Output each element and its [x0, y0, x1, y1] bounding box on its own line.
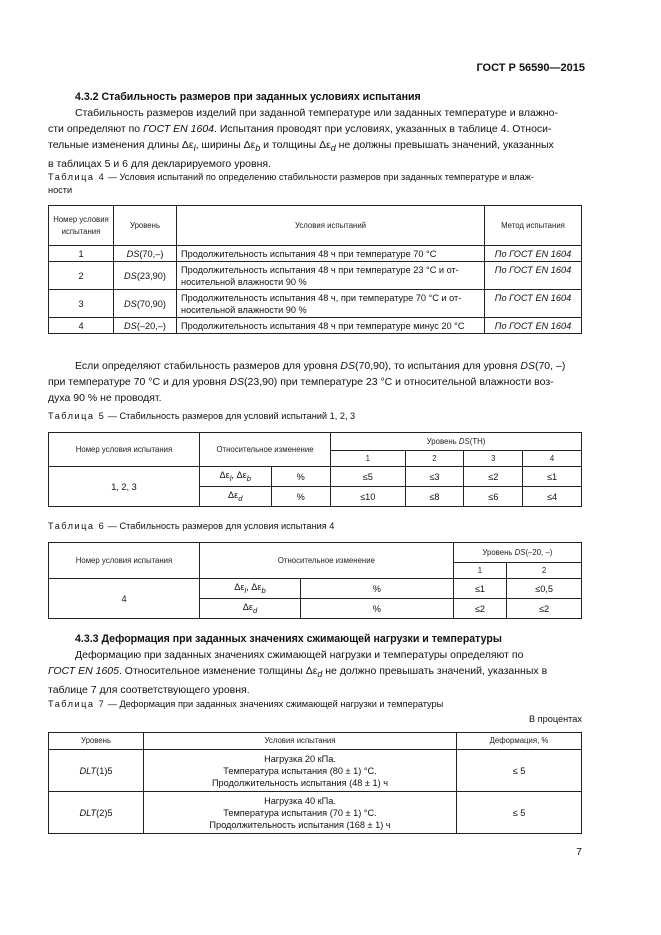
paragraph-line: таблице 7 для соответствующего уровня.	[48, 684, 250, 697]
table6-header: Относительное изменение	[200, 543, 454, 579]
table6: Номер условия испытания Относительное изменение Уровень DS(–20, –) 1 2 4 $\Delta\varepsilon_l$, $\Delta\varepsilon_b$ % ≤1 ≤0,5 $\Delta\varepsilon_d$ % ≤2 ≤2	[48, 542, 582, 619]
paragraph-line: Деформацию при заданных значениях сжимающей нагрузки и температуры определяют по	[75, 649, 524, 661]
table-row: DLT(1)5 Нагрузка 20 кПа. Температура испытания (80 ± 1) °С. Продолжительность испытания (48 ± 1) ч ≤ 5	[49, 750, 582, 792]
table4-header: Метод испытания	[485, 206, 582, 246]
table-row: 1, 2, 3 $\Delta\varepsilon_l$, $\Delta\varepsilon_b$ % ≤5 ≤3 ≤2 ≤1	[49, 467, 582, 487]
table-row: 4 $\Delta\varepsilon_l$, $\Delta\varepsilon_b$ % ≤1 ≤0,5	[49, 579, 582, 599]
table-row: 2 DS(23,90) Продолжительность испытания 48 ч при температуре 23 °С и от- носительной влажности 90 % По ГОСТ EN 1604	[49, 262, 582, 290]
standard-ref: ГОСТ EN 1605	[48, 665, 119, 677]
paragraph-ds-note	[48, 358, 583, 406]
table6-header: Номер условия испытания	[49, 543, 200, 579]
table5: Номер условия испытания Относительное изменение Уровень DS(TH) 1 2 3 4 1, 2, 3 $\Delta\varepsilon_l$, $\Delta\varepsilon_b$ % ≤5 ≤3 ≤2 ≤1 $\Delta\varepsilon_d$ % ≤10 ≤8 ≤6 ≤4	[48, 432, 582, 507]
table7-header: Деформация, %	[457, 733, 582, 750]
document-header: ГОСТ Р 56590—2015	[476, 62, 585, 74]
section-4-3-3-paragraph	[48, 647, 583, 698]
section-4-3-2-title: 4.3.2 Стабильность размеров при заданных условиях испытания	[75, 91, 421, 103]
table5-header: Относительное изменение	[200, 433, 331, 467]
standard-ref: ГОСТ EN 1604	[143, 123, 215, 135]
table-row: $\Delta\varepsilon_d$ % ≤10 ≤8 ≤6 ≤4	[49, 487, 582, 507]
paragraph-line: в таблицах 5 и 6 для декларируемого уровня.	[48, 158, 271, 171]
table5-header: Номер условия испытания	[49, 433, 200, 467]
table4	[48, 205, 582, 334]
paragraph-line: Стабильность размеров изделий при заданной температуре или заданных температуре и влажно-	[75, 107, 558, 119]
table-row: $\Delta\varepsilon_d$ % ≤2 ≤2	[49, 599, 582, 619]
section-4-3-3-title: 4.3.3 Деформация при заданных значениях сжимающей нагрузки и температуры	[75, 633, 502, 645]
section-4-3-2-paragraph	[48, 105, 583, 172]
table-row: DLT(2)5 Нагрузка 40 кПа. Температура испытания (70 ± 1) °С. Продолжительность испытания (168 ± 1) ч ≤ 5	[49, 792, 582, 834]
table5-caption: Таблица 5 — Стабильность размеров для условий испытаний 1, 2, 3	[48, 411, 356, 421]
table-row: 3 DS(70,90) Продолжительность испытания 48 ч, при температуре 70 °С и от- носительной влажности 90 % По ГОСТ EN 1604	[49, 290, 582, 318]
page-number: 7	[576, 846, 582, 858]
table7-header: Условия испытания	[144, 733, 457, 750]
table4-header: Условия испытаний	[177, 206, 485, 246]
table7	[48, 732, 582, 834]
paragraph-line: сти определяют по ГОСТ EN 1604. Испытания проводят при условиях, указанных в таблице 4. Относи-	[48, 123, 552, 135]
paragraph-line: духа 90 % не проводят.	[48, 392, 162, 404]
paragraph-line: тельные изменения длины $\Delta\varepsilon_l$, ширины $\Delta\varepsilon_b$ и толщины $\Delta\varepsilon_d$ не должны превышать значений, указанных	[48, 139, 554, 154]
table7-header: Уровень	[49, 733, 144, 750]
table5-header: Уровень DS(TH)	[331, 433, 582, 451]
table-row: 1 DS(70,–) Продолжительность испытания 48 ч при температуре 70 °С По ГОСТ EN 1604	[49, 246, 582, 262]
table4-header: Уровень	[114, 206, 177, 246]
table-row: 4 DS(–20,–) Продолжительность испытания 48 ч при температуре минус 20 °С По ГОСТ EN 1604	[49, 318, 582, 334]
table4-header: Номер условия испытания	[49, 206, 114, 246]
paragraph-line: Если определяют стабильность размеров для уровня DS(70,90), то испытания для уровня DS(70, –)	[75, 360, 566, 372]
paragraph-line: ГОСТ EN 1605. Относительное изменение толщины $\Delta\varepsilon_d$ не должно превышать значений, указанных в	[48, 665, 548, 680]
table7-caption: Таблица 7 — Деформация при заданных значениях сжимающей нагрузки и температуры	[48, 699, 444, 709]
table4-caption: Таблица 4 — Условия испытаний по определению стабильности размеров при заданных температуре и влаж- ности	[48, 172, 534, 195]
table6-caption: Таблица 6 — Стабильность размеров для условия испытания 4	[48, 521, 335, 531]
table7-units: В процентах	[528, 714, 582, 724]
paragraph-line: при температуре 70 °С и для уровня DS(23,90) при температуре 23 °С и относительной влажности воз-	[48, 376, 554, 388]
table6-header: Уровень DS(–20, –)	[453, 543, 581, 563]
